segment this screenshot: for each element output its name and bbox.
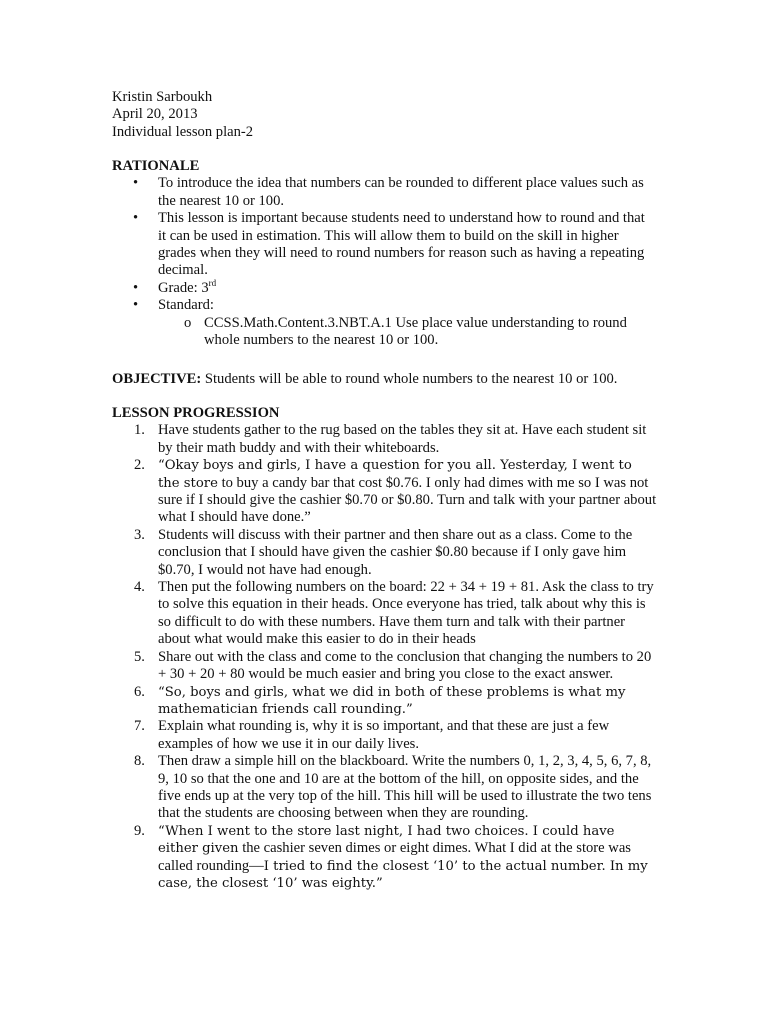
bullet-icon: • [133, 210, 139, 227]
lesson-progression-heading: LESSON PROGRESSION [112, 405, 280, 421]
rationale-list [112, 175, 652, 349]
lesson-step [112, 527, 657, 579]
rationale-item-text: This lesson is important because students need to understand how to round and that it can be used in estimation. This will allow them to build on the skill in higher grades when they will need to round numbers for reason such as having a repeating decimal. [158, 210, 645, 279]
list-item [112, 210, 652, 280]
lesson-step [112, 823, 657, 893]
objective-text: Students will be able to round whole numbers to the nearest 10 or 100. [201, 371, 618, 387]
list-item [112, 175, 652, 210]
document-date: April 20, 2013 [112, 106, 198, 123]
step-number: 7. [134, 718, 145, 735]
step-number: 8. [134, 753, 145, 770]
grade-superscript: rd [208, 277, 217, 288]
lesson-steps-list [112, 422, 657, 892]
sub-bullet-icon: o [184, 314, 192, 331]
bullet-icon: • [133, 175, 139, 192]
step-text: the cashier seven dimes or eight dimes. What I did at the store was called rounding— [158, 840, 631, 874]
lesson-step [112, 579, 657, 649]
standard-detail: CCSS.Math.Content.3.NBT.A.1 Use place value understanding to round whole numbers to the nearest 10 or 100. [204, 314, 627, 349]
step-number: 2. [134, 457, 145, 474]
lesson-step [112, 718, 657, 753]
document-header [112, 89, 672, 141]
rationale-item-text: To introduce the idea that numbers can be rounded to different place values such as the nearest 10 or 100. [158, 175, 644, 209]
lesson-step [112, 457, 657, 527]
step-number: 1. [134, 422, 145, 439]
objective-label: OBJECTIVE: [112, 371, 202, 387]
step-quote: “When I went to the store last night, I had two choices. I could have either given [158, 823, 615, 857]
step-text: Students will discuss with their partner and then share out as a class. Come to the conclusion that I should have given the cashier $0.80 because if I only gave him $0.70, I would not have had enough. [158, 526, 633, 578]
step-text: to buy a candy bar that cost $0.76. I only had dimes with me so I was not sure if I should give the cashier $0.70 or $0.80. Turn and talk with your partner about what I should have done.” [158, 474, 657, 526]
step-number: 5. [134, 648, 145, 665]
grade-label: Grade: 3 [158, 279, 209, 296]
lesson-step [112, 753, 657, 823]
step-text: Have students gather to the rug based on the tables they sit at. Have each student sit by their math buddy and with their whiteboards. [158, 422, 647, 456]
standard-sublist [158, 315, 652, 350]
standard-label: Standard: [158, 297, 214, 314]
lesson-step [112, 684, 657, 719]
step-text: Explain what rounding is, why it is so important, and that these are just a few examples of how we use it in our daily lives. [158, 718, 610, 752]
step-number: 4. [134, 579, 145, 596]
step-quote: “So, boys and girls, what we did in both of these problems is what my mathematician friends call rounding.” [158, 684, 626, 717]
list-item [112, 297, 652, 349]
lesson-step [112, 649, 657, 684]
step-quote-tail: I tried to find the closest ‘10’ to the actual number. In my case, the closest ‘10’ was eighty.” [158, 858, 648, 891]
step-text: Share out with the class and come to the conclusion that changing the numbers to 20 + 30 + 20 + 80 would be much easier and bring you close to the exact answer. [158, 648, 652, 683]
step-text: Then put the following numbers on the board: 22 + 34 + 19 + 81. Ask the class to try to solve this equation in their heads. Once everyone has tried, talk about why this is so difficult to do with these numbers. Have them turn and talk with their partner about what would make this easier to do in their heads [158, 579, 654, 648]
lesson-step [112, 422, 657, 457]
bullet-icon: • [133, 279, 139, 296]
step-quote: “Okay boys and girls, I have a question for you all. Yesterday, I went to the store [158, 458, 632, 491]
author-name: Kristin Sarboukh [112, 89, 213, 105]
step-number: 9. [134, 822, 145, 839]
list-item [158, 315, 652, 350]
bullet-icon: • [133, 297, 139, 314]
rationale-section [112, 158, 652, 349]
document-title: Individual lesson plan-2 [112, 123, 254, 140]
list-item [112, 277, 652, 297]
lesson-progression-section [112, 405, 657, 892]
rationale-heading: RATIONALE [112, 158, 200, 174]
step-number: 6. [134, 683, 145, 700]
step-number: 3. [134, 526, 145, 543]
objective-section [112, 371, 672, 388]
step-text: Then draw a simple hill on the blackboard. Write the numbers 0, 1, 2, 3, 4, 5, 6, 7, 8, 9, 10 so that the one and 10 are at the bottom of the hill, on opposite sides, and the five ends up at the very top of the hill. This hill will be used to illustrate the two tens that the students are choosing between when they are rounding. [158, 753, 652, 822]
